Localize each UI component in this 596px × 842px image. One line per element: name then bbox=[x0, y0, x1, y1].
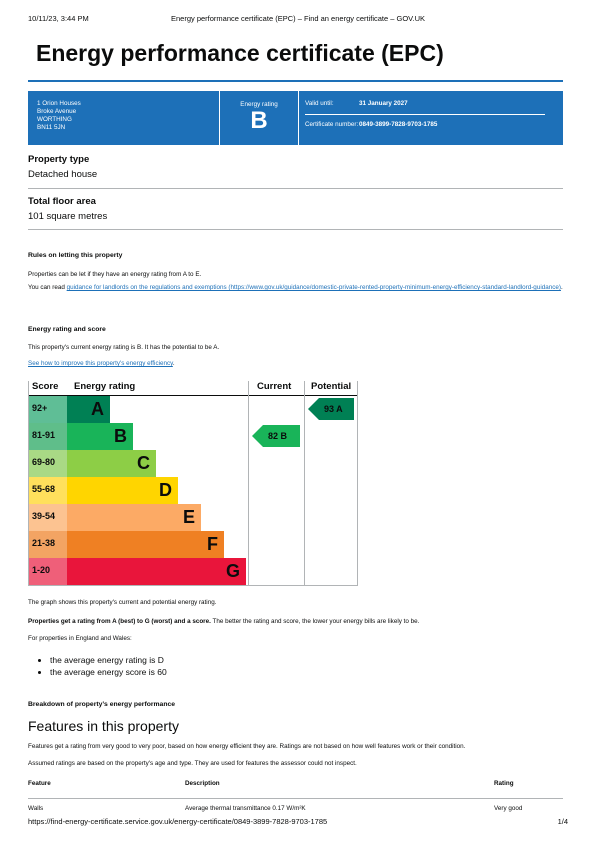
divider bbox=[28, 229, 563, 230]
list-item: • the average energy rating is D bbox=[50, 654, 563, 666]
energy-rating-letter: B bbox=[250, 107, 268, 134]
link-suffix: . bbox=[172, 360, 175, 368]
current-rating-arrow-label: 82 B bbox=[268, 431, 288, 441]
energy-rating-heading: Energy rating and score bbox=[28, 326, 106, 333]
certificate-summary bbox=[28, 91, 563, 145]
guidance-suffix: . bbox=[560, 284, 563, 292]
improve-efficiency-link[interactable]: See how to improve this property's energy efficiency bbox=[28, 360, 173, 368]
column-header-energy-rating: Energy rating bbox=[74, 381, 136, 392]
print-footer bbox=[28, 817, 568, 826]
band-letter: G bbox=[225, 561, 240, 581]
band-row-d bbox=[28, 477, 248, 504]
chart-divider bbox=[304, 381, 305, 586]
print-datetime: 10/11/23, 3:44 PM bbox=[28, 14, 89, 23]
letting-text: Properties can be let if they have an energy rating from A to E. bbox=[28, 271, 202, 278]
column-header-current: Current bbox=[257, 381, 292, 392]
band-row-c bbox=[28, 450, 248, 477]
address-line: Broke Avenue bbox=[37, 107, 77, 115]
property-type-value: Detached house bbox=[28, 169, 98, 180]
england-wales-intro: For properties in England and Wales: bbox=[28, 635, 132, 642]
graph-caption: The graph shows this property's current and potential energy rating. bbox=[28, 599, 217, 606]
table-header-description: Description bbox=[185, 780, 220, 787]
band-letter: E bbox=[182, 507, 195, 527]
band-row-a bbox=[28, 396, 248, 423]
band-score-range: 92+ bbox=[29, 396, 67, 423]
band-letter: B bbox=[114, 426, 127, 446]
average-ratings-list bbox=[28, 654, 563, 679]
band-bar-e bbox=[67, 504, 201, 531]
band-bar-c bbox=[67, 450, 156, 477]
address-line: BN11 5JN bbox=[37, 123, 66, 131]
certificate-number-label: Certificate number: bbox=[305, 121, 359, 128]
band-score-range: 39-54 bbox=[29, 504, 67, 531]
energy-rating-label: Energy rating bbox=[240, 101, 278, 108]
table-header-feature: Feature bbox=[28, 780, 51, 787]
features-heading: Features in this property bbox=[28, 718, 179, 734]
current-rating-arrow bbox=[252, 425, 300, 447]
chart-divider bbox=[248, 381, 249, 586]
band-row-f bbox=[28, 531, 248, 558]
rating-explanation-rest: The better the rating and score, the lower your energy bills are likely to be. bbox=[210, 618, 420, 625]
landlord-guidance-link[interactable]: guidance for landlords on the regulations and exemptions (https://www.gov.uk/guidance/domestic-private-rented-property-minimum-energy-efficiency-standard-landlord-guidance) bbox=[66, 284, 561, 292]
property-type-label: Property type bbox=[28, 154, 90, 165]
table-header-row bbox=[28, 780, 563, 798]
band-letter: A bbox=[91, 399, 104, 419]
floor-area-section bbox=[28, 196, 563, 222]
potential-rating-arrow-label: 93 A bbox=[324, 404, 343, 414]
energy-rating-text: This property's current energy rating is B. It has the potential to be A. bbox=[28, 344, 220, 351]
title-divider bbox=[28, 80, 563, 82]
band-score-range: 55-68 bbox=[29, 477, 67, 504]
certificate-details bbox=[299, 91, 563, 145]
table-header-rating: Rating bbox=[494, 780, 514, 787]
list-item: • the average energy score is 60 bbox=[50, 666, 563, 678]
band-score-range: 1-20 bbox=[29, 558, 67, 585]
energy-rating-summary bbox=[219, 91, 299, 145]
band-bar-f bbox=[67, 531, 224, 558]
letting-heading: Rules on letting this property bbox=[28, 252, 123, 259]
rating-explanation-bold: Properties get a rating from A (best) to G (worst) and a score. bbox=[28, 618, 211, 625]
chart-border bbox=[357, 381, 358, 586]
letting-rules-section bbox=[28, 252, 563, 292]
features-intro: Features get a rating from very good to very poor, based on how energy efficient they are. Ratings are not based on how well features work or their condition. bbox=[28, 743, 466, 750]
address-line: WORTHING bbox=[37, 115, 72, 123]
feature-rating: Very good bbox=[494, 805, 523, 812]
band-letter: D bbox=[159, 480, 172, 500]
epc-rating-chart bbox=[28, 381, 358, 586]
band-bar-b bbox=[67, 423, 133, 450]
band-row-b bbox=[28, 423, 248, 450]
print-header bbox=[28, 14, 568, 23]
feature-description: Average thermal transmittance 0.17 W/m²K bbox=[185, 805, 306, 812]
column-header-potential: Potential bbox=[311, 381, 352, 392]
print-title: Energy performance certificate (EPC) – Find an energy certificate – GOV.UK bbox=[170, 14, 425, 23]
print-url: https://find-energy-certificate.service.gov.uk/energy-certificate/0849-3899-7828-9703-1785 bbox=[28, 817, 328, 826]
band-bar-a bbox=[67, 396, 110, 423]
features-assumed-note: Assumed ratings are based on the property's age and type. They are used for features the assessor could not inspect. bbox=[28, 760, 357, 767]
valid-until-label: Valid until: bbox=[305, 100, 334, 107]
band-letter: C bbox=[137, 453, 150, 473]
property-type-section bbox=[28, 154, 563, 180]
valid-until-value: 31 January 2027 bbox=[359, 100, 408, 107]
band-bar-d bbox=[67, 477, 178, 504]
details-divider bbox=[305, 114, 545, 115]
chart-bottom-rule bbox=[28, 585, 358, 586]
potential-rating-arrow bbox=[308, 398, 354, 420]
rating-explanation bbox=[28, 617, 563, 626]
property-address bbox=[28, 91, 219, 145]
certificate-number-value: 0849-3899-7828-9703-1785 bbox=[359, 121, 438, 128]
column-header-score: Score bbox=[32, 381, 59, 392]
band-row-e bbox=[28, 504, 248, 531]
page-title: Energy performance certificate (EPC) bbox=[36, 40, 444, 66]
page-number: 1/4 bbox=[557, 817, 568, 826]
band-score-range: 21-38 bbox=[29, 531, 67, 558]
energy-rating-section bbox=[28, 326, 563, 368]
band-bar-g bbox=[67, 558, 246, 585]
floor-area-value: 101 square metres bbox=[28, 211, 108, 222]
breakdown-heading: Breakdown of property’s energy performance bbox=[28, 701, 176, 708]
band-letter: F bbox=[207, 534, 218, 554]
band-score-range: 81-91 bbox=[29, 423, 67, 450]
feature-name: Walls bbox=[28, 805, 44, 812]
table-divider bbox=[28, 798, 563, 799]
letting-guidance bbox=[28, 283, 563, 292]
address-line: 1 Orion Houses bbox=[37, 100, 81, 107]
band-score-range: 69-80 bbox=[29, 450, 67, 477]
divider bbox=[28, 188, 563, 189]
band-row-g bbox=[28, 558, 248, 585]
guidance-prefix: You can read bbox=[28, 284, 67, 292]
floor-area-label: Total floor area bbox=[28, 196, 96, 207]
